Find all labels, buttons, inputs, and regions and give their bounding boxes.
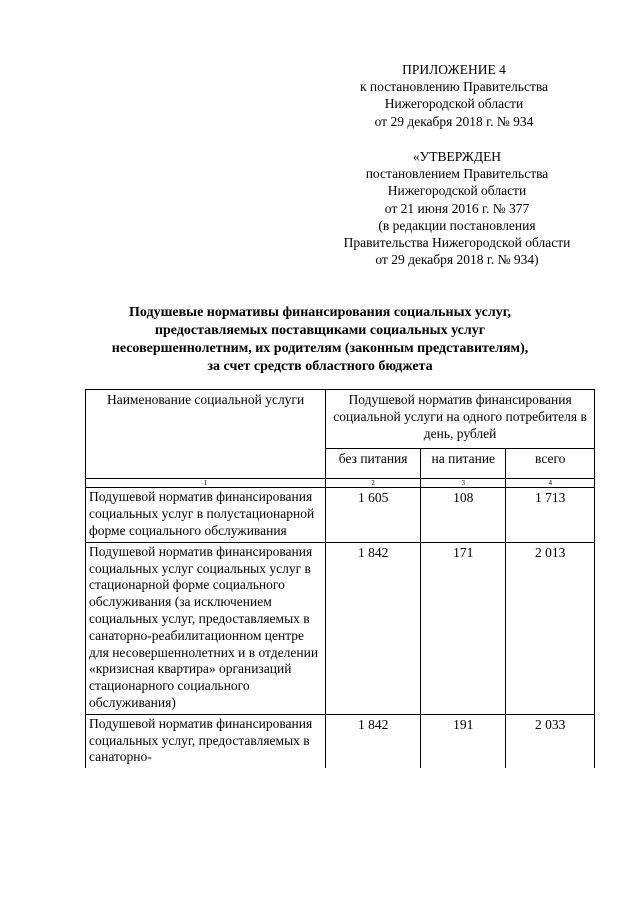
approved-line: Нижегородской области	[387, 183, 527, 199]
approved-line: (в редакции постановления	[378, 217, 536, 233]
column-number: 2	[326, 479, 421, 488]
column-number: 3	[421, 479, 506, 488]
title-line: предоставляемых поставщиками социальных услуг	[154, 323, 486, 338]
food-cell: 108	[421, 488, 506, 542]
approved-line: «УТВЕРЖДЕН	[412, 149, 502, 164]
table-row	[86, 714, 595, 768]
column-number: 4	[506, 479, 595, 488]
approved-line: от 21 июня 2016 г. № 377	[384, 200, 530, 216]
title-line: за счет средств областного бюджета	[207, 359, 433, 374]
title-line: Подушевые нормативы финансирования социальных услуг,	[129, 305, 511, 320]
no-food-cell: 1 842	[326, 542, 421, 714]
approved-line: от 29 декабря 2018 г. № 934)	[375, 252, 539, 268]
column-number-row	[86, 479, 595, 488]
no-food-cell: 1 605	[326, 488, 421, 542]
header-norm-group: Подушевой норматив финансирования социальной услуги на одного потребителя в день, рублей	[326, 390, 595, 449]
total-cell: 2 033	[506, 714, 595, 768]
column-number: 1	[86, 479, 326, 488]
appendix-line: к постановлению Правительства	[359, 79, 549, 95]
appendix-header	[330, 61, 578, 130]
approved-line: Правительства Нижегородской области	[343, 235, 571, 251]
table-row	[86, 488, 595, 542]
header-no-food: без питания	[326, 449, 421, 479]
total-cell: 2 013	[506, 542, 595, 714]
header-service-name: Наименование социальной услуги	[86, 390, 326, 479]
appendix-line: ПРИЛОЖЕНИЕ 4	[402, 62, 506, 77]
service-name-cell: Подушевой норматив финансирования социальных услуг, предоставляемых в санаторно-	[86, 714, 326, 768]
title-line: несовершеннолетним, их родителям (законным представителям),	[111, 341, 529, 356]
service-name-cell: Подушевой норматив финансирования социальных услуг социальных услуг в стационарной форме социального обслуживания (за исключением социальных услуг, предоставляемых в санаторно-реабилитационном центре для несовершеннолетних и в отделении «кризисная квартира» организаций стационарного социального обслуживания)	[86, 542, 326, 714]
approved-line: постановлением Правительства	[365, 166, 549, 182]
table-row	[86, 542, 595, 714]
document-title	[60, 304, 580, 376]
food-cell: 171	[421, 542, 506, 714]
appendix-line: от 29 декабря 2018 г. № 934	[374, 113, 534, 129]
norms-table	[85, 389, 595, 768]
table-header-row	[86, 390, 595, 449]
total-cell: 1 713	[506, 488, 595, 542]
no-food-cell: 1 842	[326, 714, 421, 768]
service-name-cell: Подушевой норматив финансирования социальных услуг в полустационарной форме социального обслуживания	[86, 488, 326, 542]
header-food: на питание	[421, 449, 506, 479]
approval-stamp-text	[326, 148, 588, 268]
appendix-line: Нижегородской области	[384, 96, 524, 112]
header-total: всего	[506, 449, 595, 479]
food-cell: 191	[421, 714, 506, 768]
